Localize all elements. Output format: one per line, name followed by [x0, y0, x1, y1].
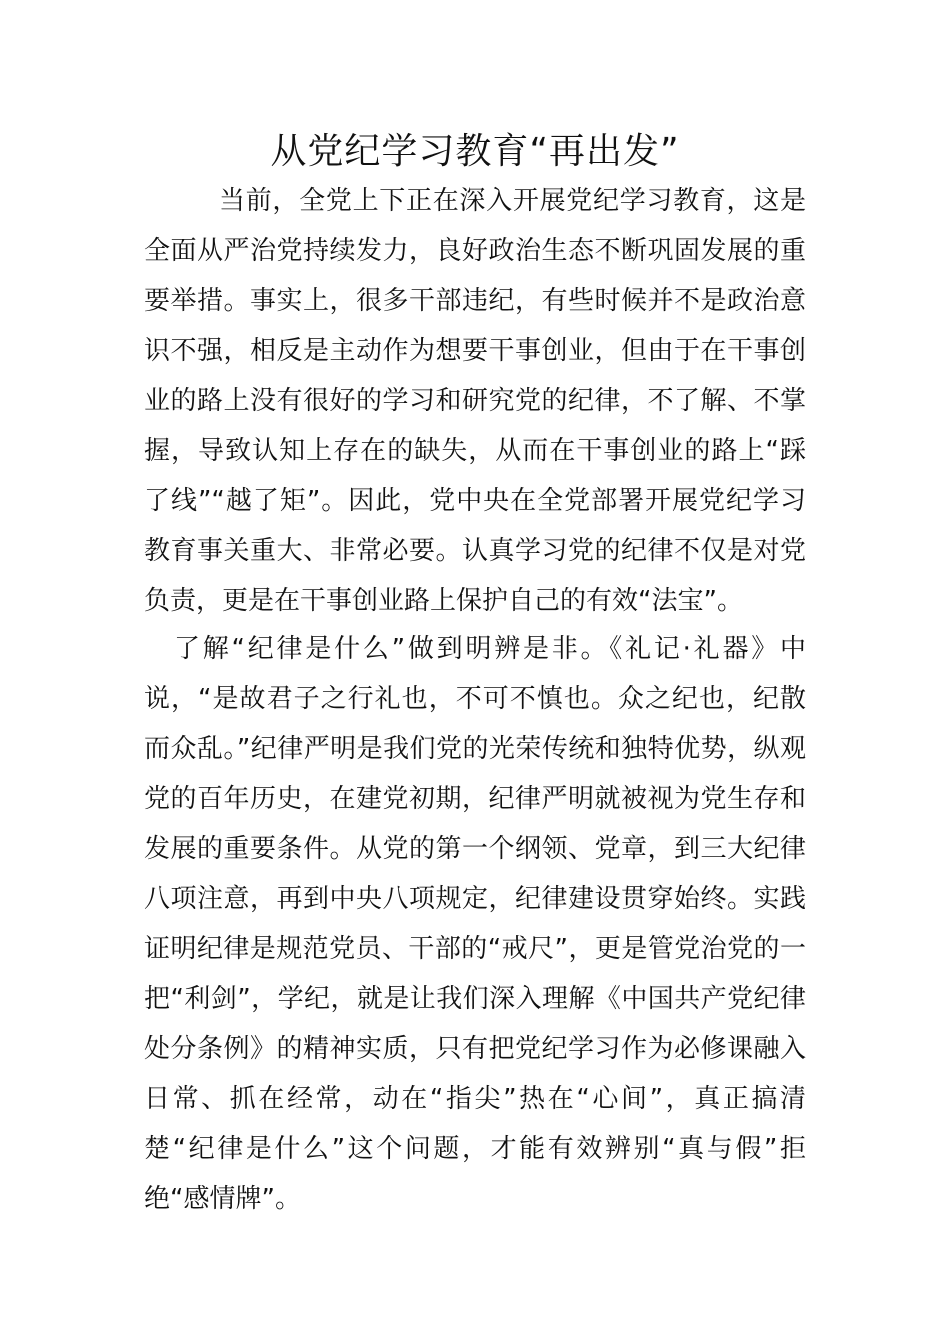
document-title: 从党纪学习教育“再出发”	[270, 131, 680, 172]
paragraph-1: 当前，全党上下正在深入开展党纪学习教育，这是全面从严治党持续发力，良好政治生态不断巩固发展的重要举措。事实上，很多干部违纪，有些时候并不是政治意识不强，相反是主动作为想要干事创业，但由于在干事创业的路上没有很好的学习和研究党的纪律，不了解、不掌握，导致认知上存在的缺失，从而在干事创业的路上“踩了线”“越了矩”。因此，党中央在全党部署开展党纪学习教育事关重大、非常必要。认真学习党的纪律不仅是对党负责，更是在干事创业路上保护自己的有效“法宝”。	[144, 186, 806, 616]
paragraph-2: 了解“纪律是什么”做到明辨是非。《礼记·礼器》中说，“是故君子之行礼也，不可不慎也。众之纪也，纪散而众乱。”纪律严明是我们党的光荣传统和独特优势，纵观党的百年历史，在建党初期，纪律严明就被视为党生存和发展的重要条件。从党的第一个纲领、党章，到三大纪律八项注意，再到中央八项规定，纪律建设贯穿始终。实践证明纪律是规范党员、干部的“戒尺”，更是管党治党的一把“利剑”，学纪，就是让我们深入理解《中国共产党纪律处分条例》的精神实质，只有把党纪学习作为必修课融入日常、抓在经常，动在“指尖”热在“心间”，真正搞清楚“纪律是什么”这个问题，才能有效辨别“真与假”拒绝“感情牌”。	[144, 634, 806, 1214]
